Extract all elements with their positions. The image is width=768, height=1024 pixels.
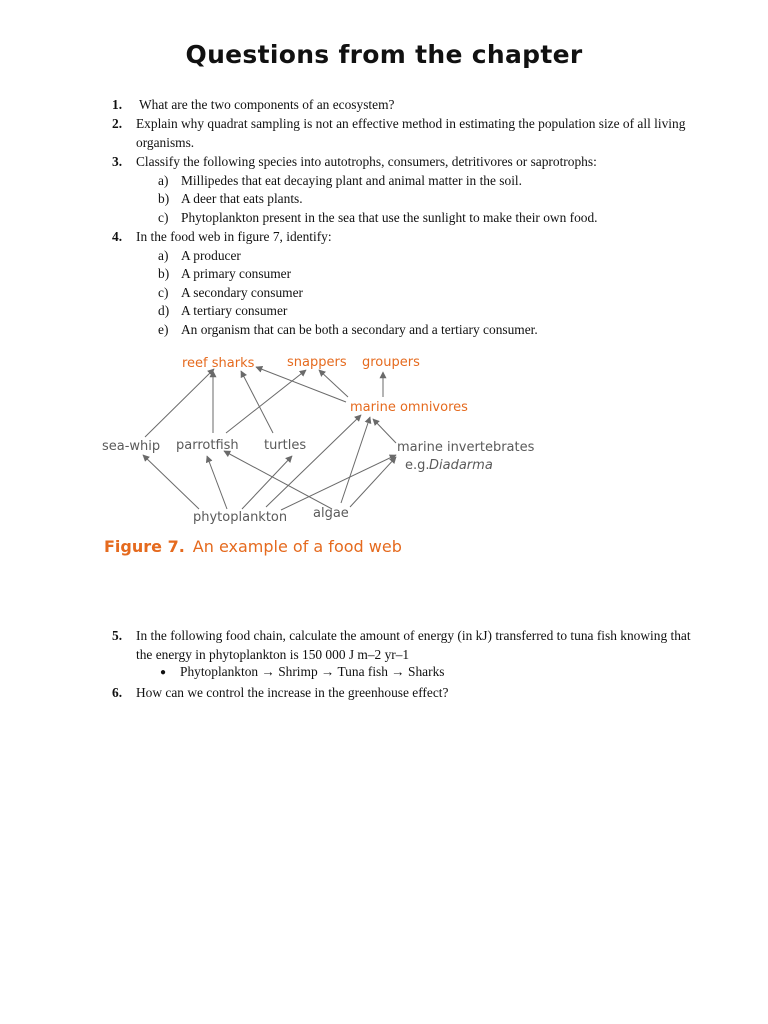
node-example-name: Diadarma — [429, 458, 493, 473]
part-text: A tertiary consumer — [181, 303, 288, 318]
question-4-part-b — [158, 265, 291, 284]
part-label: c) — [158, 285, 169, 300]
node-parrotfish: parrotfish — [176, 438, 239, 453]
part-label: e) — [158, 322, 169, 337]
question-6 — [112, 684, 692, 703]
part-label: b) — [158, 191, 170, 206]
question-4-part-c — [158, 284, 303, 303]
question-3-part-b — [158, 190, 303, 209]
figure-caption-text: An example of a food web — [192, 537, 402, 556]
food-web-diagram — [96, 345, 536, 530]
question-number: 4. — [112, 229, 123, 244]
question-4-part-a — [158, 247, 241, 266]
question-4-part-e — [158, 321, 538, 340]
bullet-icon: ● — [160, 667, 167, 678]
question-5 — [112, 627, 692, 664]
question-text: What are the two components of an ecosystem? — [139, 97, 395, 112]
figure-caption — [104, 537, 402, 556]
food-chain-bullet — [160, 664, 445, 680]
question-text: How can we control the increase in the greenhouse effect? — [136, 685, 449, 700]
question-number: 6. — [112, 685, 123, 700]
question-text: In the following food chain, calculate the amount of energy (in kJ) transferred to tuna fish knowing that the energy in phytoplankton is 150 000 J m–2 yr–1 — [136, 628, 691, 662]
part-label: a) — [158, 173, 169, 188]
node-algae: algae — [313, 506, 349, 521]
part-text: A deer that eats plants. — [181, 191, 303, 206]
part-text: A producer — [181, 248, 241, 263]
part-label: b) — [158, 266, 170, 281]
part-label: d) — [158, 303, 170, 318]
node-sea-whip: sea-whip — [102, 439, 161, 454]
question-1 — [112, 96, 692, 115]
node-marine-invertebrates: marine invertebrates — [397, 440, 535, 455]
part-text: A secondary consumer — [181, 285, 303, 300]
part-label: a) — [158, 248, 169, 263]
food-chain-text: Phytoplankton → Shrimp → Tuna fish → Sharks — [180, 664, 445, 679]
node-example-prefix: e.g. — [405, 458, 430, 473]
question-number: 2. — [112, 116, 123, 131]
question-4 — [112, 228, 692, 247]
question-4-part-d — [158, 302, 287, 321]
page-title: Questions from the chapter — [185, 40, 583, 69]
figure-label: Figure 7. — [104, 537, 185, 556]
part-label: c) — [158, 210, 169, 225]
question-3-part-c — [158, 209, 598, 228]
node-marine-omnivores: marine omnivores — [350, 400, 468, 415]
node-reef-sharks: reef sharks — [182, 356, 255, 371]
question-number: 1. — [112, 97, 123, 112]
question-2 — [112, 115, 692, 152]
part-text: A primary consumer — [181, 266, 292, 281]
question-number: 5. — [112, 628, 123, 643]
node-groupers: groupers — [362, 355, 420, 370]
part-text: Millipedes that eat decaying plant and animal matter in the soil. — [181, 173, 522, 188]
node-phytoplankton: phytoplankton — [193, 510, 288, 525]
node-turtles: turtles — [264, 438, 307, 453]
question-3 — [112, 153, 692, 172]
part-text: An organism that can be both a secondary and a tertiary consumer. — [181, 322, 538, 337]
question-text: Explain why quadrat sampling is not an effective method in estimating the population size of all living organisms. — [136, 116, 686, 150]
question-number: 3. — [112, 154, 123, 169]
question-3-part-a — [158, 172, 522, 191]
question-text: Classify the following species into autotrophs, consumers, detritivores or saprotrophs: — [136, 154, 597, 169]
node-snappers: snappers — [287, 355, 347, 370]
part-text: Phytoplankton present in the sea that use the sunlight to make their own food. — [181, 210, 598, 225]
question-text: In the food web in figure 7, identify: — [136, 229, 332, 244]
